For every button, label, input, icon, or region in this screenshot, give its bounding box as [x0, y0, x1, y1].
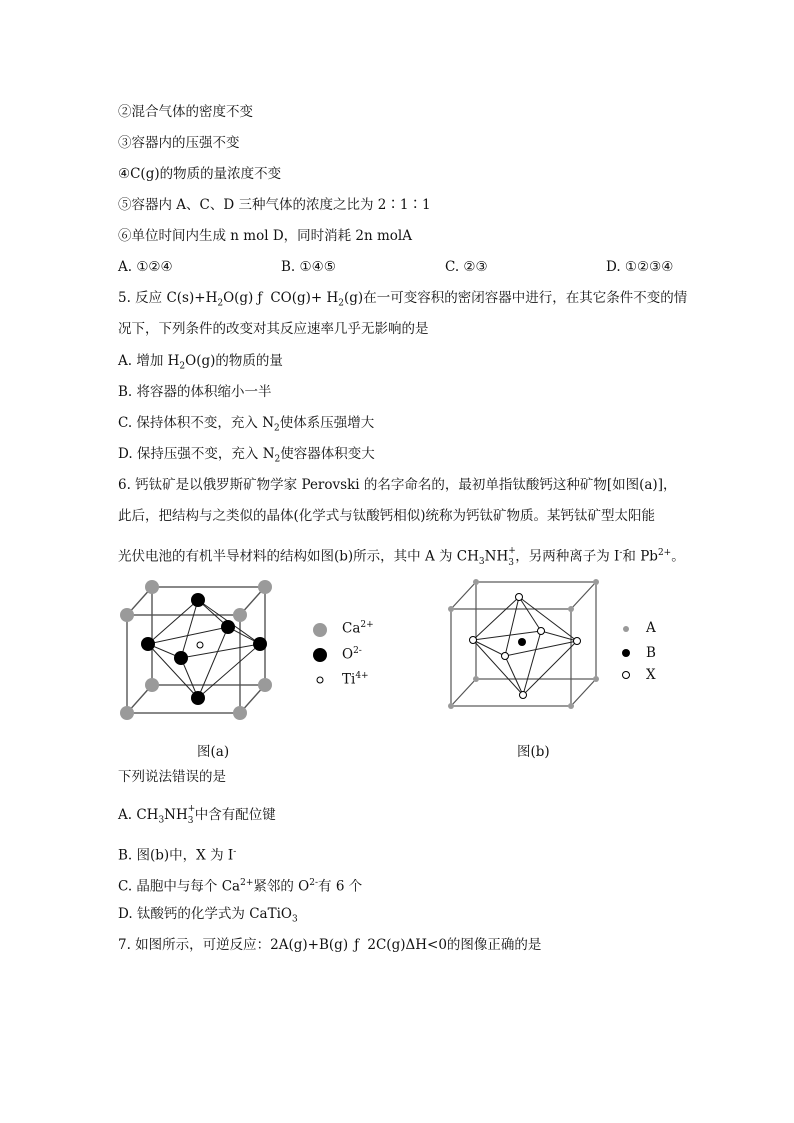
ca-ion	[258, 678, 272, 692]
q4-option-a[interactable]: A. ①②④	[118, 259, 173, 275]
a-ion	[448, 703, 454, 709]
o-ion	[191, 691, 205, 705]
q6-option-d[interactable]: D. 钛酸钙的化学式为 CaTiO$_3$	[118, 906, 298, 925]
q5-stem-line1: 5. 反应 $C(s)+H_2O(g)$ ƒ $CO(g)+ H_2(g)$在一可变容积的密闭容器中进行，在其它条件不变的情	[118, 290, 688, 309]
q6-stem-line2: 此后，把结构与之类似的晶体(化学式与钛酸钙相似)统称为钙钛矿物质。某钙钛矿型太阳能	[118, 508, 656, 524]
q4-option-d[interactable]: D. ①②③④	[606, 259, 674, 275]
ca-ion	[258, 580, 272, 594]
q5-option-a[interactable]: A. 增加 $H_2O(g)$的物质的量	[118, 353, 283, 372]
a-ion	[473, 579, 479, 585]
legend-b: B	[646, 645, 656, 661]
legend-x: X	[646, 667, 656, 683]
a-ion	[568, 703, 574, 709]
figure-a-unit-cell	[112, 582, 342, 732]
condition-2: ②混合气体的密度不变	[118, 104, 253, 120]
ca-ion	[120, 706, 134, 720]
legend-ca: $Ca^{2+}$	[342, 620, 374, 637]
x-ion	[470, 637, 477, 644]
a-ion	[593, 676, 599, 682]
x-ion	[574, 638, 581, 645]
x-ion	[520, 692, 527, 699]
q7-stem: 7. 如图所示，可逆反应：2A(g)+B(g) ƒ 2C(g)ΔH<0的图像正确的是	[118, 937, 542, 953]
condition-3: ③容器内的压强不变	[118, 135, 240, 151]
q4-option-b[interactable]: B. ①④⑤	[281, 259, 336, 275]
legend-o-marker	[313, 648, 327, 662]
o-ion	[191, 593, 205, 607]
q6-stem-line1: 6. 钙钛矿是以俄罗斯矿物学家 Perovski 的名字命名的，最初单指钛酸钙这种矿物[如图(a)]，	[118, 477, 677, 493]
a-ion	[448, 606, 454, 612]
x-ion	[502, 653, 509, 660]
q6-stem-line3: 光伏电池的有机半导材料的结构如图(b)所示，其中 A 为 $CH_3NH$ + 3 ，另两种离子为 I-和 $Pb^{2+}$。	[118, 545, 685, 568]
legend-a-marker	[623, 626, 629, 632]
q5-option-d[interactable]: D. 保持压强不变，充入 $N_2$使容器体积变大	[118, 446, 375, 465]
legend-b-marker	[622, 649, 630, 657]
legend-o: $O^{2-}$	[342, 646, 362, 663]
legend-a: A	[646, 620, 656, 636]
q6-option-c[interactable]: C. 晶胞中与每个 $Ca^{2+}$紧邻的 $O^{2-}$有 6 个	[118, 878, 363, 895]
a-ion	[568, 606, 574, 612]
legend-ca-marker	[313, 623, 327, 637]
ca-ion	[233, 608, 247, 622]
legend-ti-marker	[317, 677, 323, 683]
x-ion	[538, 628, 545, 635]
condition-5: ⑤容器内 A、C、D 三种气体的浓度之比为 2∶1∶1	[118, 197, 431, 213]
q4-option-c[interactable]: C. ②③	[445, 259, 488, 275]
figure-a-caption: 图(a)	[197, 744, 230, 760]
ca-ion	[120, 608, 134, 622]
o-ion	[253, 637, 267, 651]
x-ion	[516, 594, 523, 601]
ca-ion	[145, 580, 159, 594]
condition-4: ④C(g)的物质的量浓度不变	[118, 166, 282, 182]
ti-ion	[197, 642, 203, 648]
q6-option-a[interactable]: A. $CH_3NH$ + 3 中含有配位键	[118, 804, 276, 826]
condition-6: ⑥单位时间内生成 n mol D，同时消耗 2n molA	[118, 228, 413, 244]
q5-stem-line2: 况下，下列条件的改变对其反应速率几乎无影响的是	[118, 321, 429, 337]
q6-question: 下列说法错误的是	[118, 769, 226, 785]
a-ion	[473, 676, 479, 682]
o-ion	[174, 651, 188, 665]
legend-x-marker	[623, 672, 630, 679]
ca-ion	[145, 678, 159, 692]
legend-ti: $Ti^{4+}$	[342, 671, 369, 688]
ca-ion	[233, 706, 247, 720]
b-ion	[518, 638, 526, 646]
o-ion	[221, 620, 235, 634]
q5-option-b[interactable]: B. 将容器的体积缩小一半	[118, 384, 272, 400]
figure-b-caption: 图(b)	[517, 744, 550, 760]
q6-option-b[interactable]: B. 图(b)中，X 为 I-	[118, 847, 237, 864]
q5-option-c[interactable]: C. 保持体积不变，充入 $N_2$使体系压强增大	[118, 415, 375, 434]
o-ion	[141, 637, 155, 651]
figure-b-unit-cell	[444, 574, 654, 714]
a-ion	[593, 579, 599, 585]
